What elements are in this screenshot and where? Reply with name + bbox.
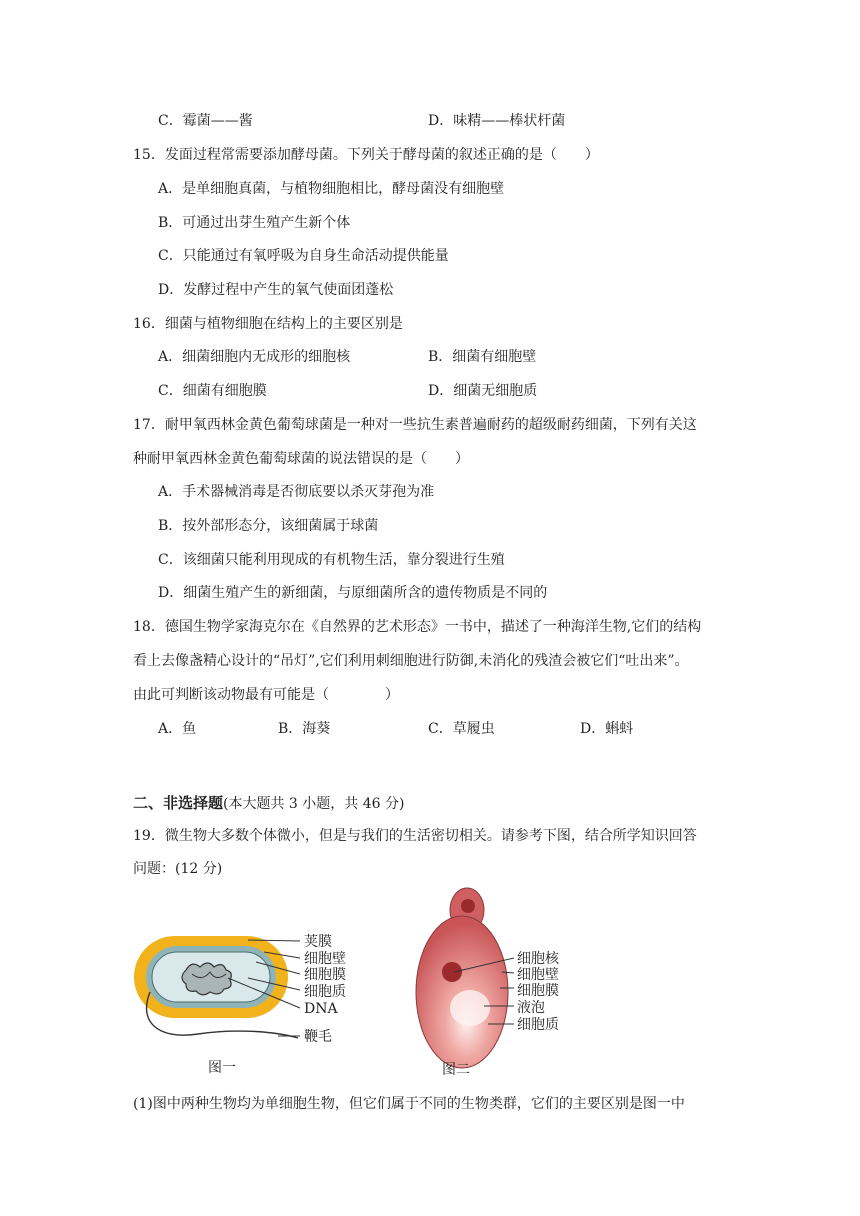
section-heading — [133, 793, 404, 814]
yeast-figure — [410, 880, 600, 1080]
q15-option-c: C．只能通过有氧呼吸为自身生命活动提供能量 — [158, 248, 449, 264]
q15-option-a: A．是单细胞真菌，与植物细胞相比，酵母菌没有细胞壁 — [158, 181, 505, 197]
q18-option-a: A．鱼 — [158, 721, 197, 737]
bacterium-figure — [128, 922, 368, 1082]
fig1-label-capsule: 荚膜 — [304, 934, 332, 950]
vacuole — [450, 990, 490, 1026]
bud-nucleus — [461, 899, 475, 913]
q15-option-b: B．可通过出芽生殖产生新个体 — [158, 215, 351, 231]
q16-option-a: A．细菌细胞内无成形的细胞核 — [158, 349, 351, 365]
q16-option-c: C．细菌有细胞膜 — [158, 383, 267, 399]
q17-option-b: B．按外部形态分，该细菌属于球菌 — [158, 518, 379, 534]
fig1-caption: 图一 — [208, 1060, 236, 1076]
q17-stem-line2: 种耐甲氧西林金黄色葡萄球菌的说法错误的是（ ） — [133, 451, 469, 467]
fig1-label-cell-membrane: 细胞膜 — [304, 967, 346, 983]
q18-option-d: D．蝌蚪 — [580, 721, 634, 737]
fig1-label-cell-wall: 细胞壁 — [304, 951, 346, 967]
fig2-label-vacuole: 液泡 — [517, 1000, 545, 1016]
yeast-nucleus — [442, 962, 462, 982]
q18-option-c: C．草履虫 — [428, 721, 495, 737]
fig1-label-dna: DNA — [304, 1001, 338, 1017]
q19-stem-line2: 问题：(12 分) — [133, 861, 223, 877]
section-note: (本大题共 3 小题，共 46 分) — [223, 796, 405, 812]
q18-stem-line3: 由此可判断该动物最有可能是（ ） — [133, 687, 399, 703]
fig1-label-cytoplasm: 细胞质 — [304, 984, 346, 1000]
fig2-label-cytoplasm: 细胞质 — [517, 1017, 559, 1033]
q16-option-d: D．细菌无细胞质 — [428, 383, 538, 399]
q17-stem-line1: 17．耐甲氧西林金黄色葡萄球菌是一种对一些抗生素普遍耐药的超级耐药细菌，下列有关这 — [133, 417, 697, 433]
q15-option-d: D．发酵过程中产生的氧气使面团蓬松 — [158, 282, 394, 298]
fig1-label-flagellum: 鞭毛 — [304, 1029, 332, 1045]
q16-stem: 16．细菌与植物细胞在结构上的主要区别是 — [133, 316, 403, 332]
fig2-caption: 图二 — [442, 1062, 470, 1078]
q19-stem-line1: 19．微生物大多数个体微小，但是与我们的生活密切相关。请参考下图，结合所学知识回答 — [133, 828, 697, 844]
q18-option-b: B．海葵 — [278, 721, 331, 737]
fig2-label-cell-membrane: 细胞膜 — [517, 983, 559, 999]
q17-option-c: C．该细菌只能利用现成的有机物生活，靠分裂进行生殖 — [158, 552, 505, 568]
q14-option-d: D．味精——棒状杆菌 — [428, 113, 566, 129]
q18-stem-line1: 18．德国生物学家海克尔在《自然界的艺术形态》一书中，描述了一种海洋生物,它们的结构 — [133, 619, 702, 635]
section-title: 二、非选择题 — [133, 794, 224, 812]
q18-stem-line2: 看上去像盏精心设计的“吊灯”,它们利用刺细胞进行防御,未消化的残渣会被它们“吐出来”。 — [133, 653, 689, 669]
q17-option-a: A．手术器械消毒是否彻底要以杀灭芽孢为准 — [158, 484, 435, 500]
fig2-label-cell-wall: 细胞壁 — [517, 967, 559, 983]
q17-option-d: D．细菌生殖产生的新细菌，与原细菌所含的遗传物质是不同的 — [158, 585, 548, 601]
q16-option-b: B．细菌有细胞壁 — [428, 349, 537, 365]
q14-option-c: C．霉菌——酱 — [158, 113, 253, 129]
q15-stem: 15．发面过程常需要添加酵母菌。下列关于酵母菌的叙述正确的是（ ） — [133, 147, 599, 163]
q19-subquestion-1: (1)图中两种生物均为单细胞生物，但它们属于不同的生物类群，它们的主要区别是图一中 — [133, 1096, 685, 1112]
dna-cluster — [182, 963, 231, 995]
fig2-label-nucleus: 细胞核 — [517, 951, 559, 967]
